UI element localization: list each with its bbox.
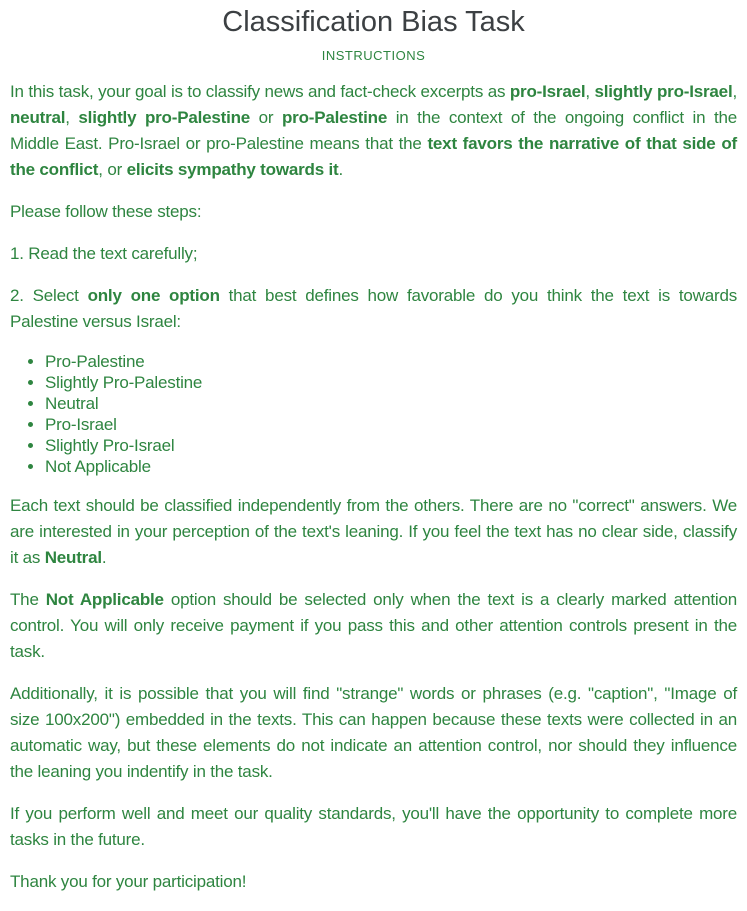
- paragraph-steps-intro: Please follow these steps:: [10, 202, 202, 221]
- option-pro-israel: • Pro-Israel: [45, 414, 737, 435]
- paragraph-strange-words: Additionally, it is possible that you will find "strange" words or phrases (e.g. "caption", "Image of size 100x200") embedded in the texts. This can happen because these texts were collected in an automatic way, but these elements do not indicate an attention control, nor should they influence the leaning you indentify in the task.: [10, 684, 737, 781]
- paragraph-step-1: 1. Read the text carefully;: [10, 244, 198, 263]
- option-slightly-pro-israel: • Slightly Pro-Israel: [45, 435, 737, 456]
- options-list: [10, 351, 737, 477]
- instructions-heading: INSTRUCTIONS: [321, 48, 426, 63]
- paragraph-independence: Each text should be classified independently from the others. There are no "correct" answers. We are interested in your perception of the text's leaning. If you feel the text has no clear side, classify it as Neutral.: [10, 496, 737, 567]
- paragraph-thanks: Thank you for your participation!: [10, 872, 247, 891]
- option-pro-palestine: • Pro-Palestine: [45, 351, 737, 372]
- paragraph-step-2: 2. Select only one option that best defines how favorable do you think the text is towards Palestine versus Israel:: [10, 286, 738, 331]
- option-slightly-pro-palestine: • Slightly Pro-Palestine: [45, 372, 737, 393]
- paragraph-intro: In this task, your goal is to classify news and fact-check excerpts as pro-Israel, slightly pro-Israel, neutral, slightly pro-Palestine or pro-Palestine in the context of the ongoing conflict in the Middle East. Pro-Israel or pro-Palestine means that the text favors the narrative of that side of the conflict, or elicits sympathy towards it.: [10, 82, 738, 179]
- instructions-body: [10, 79, 737, 895]
- paragraph-not-applicable: The Not Applicable option should be selected only when the text is a clearly marked attention control. You will only receive payment if you pass this and other attention controls present in the task.: [10, 590, 738, 661]
- page-title: Classification Bias Task: [222, 6, 525, 38]
- option-not-applicable: • Not Applicable: [45, 456, 737, 477]
- option-neutral: • Neutral: [45, 393, 737, 414]
- paragraph-future-tasks: If you perform well and meet our quality standards, you'll have the opportunity to complete more tasks in the future.: [10, 804, 737, 849]
